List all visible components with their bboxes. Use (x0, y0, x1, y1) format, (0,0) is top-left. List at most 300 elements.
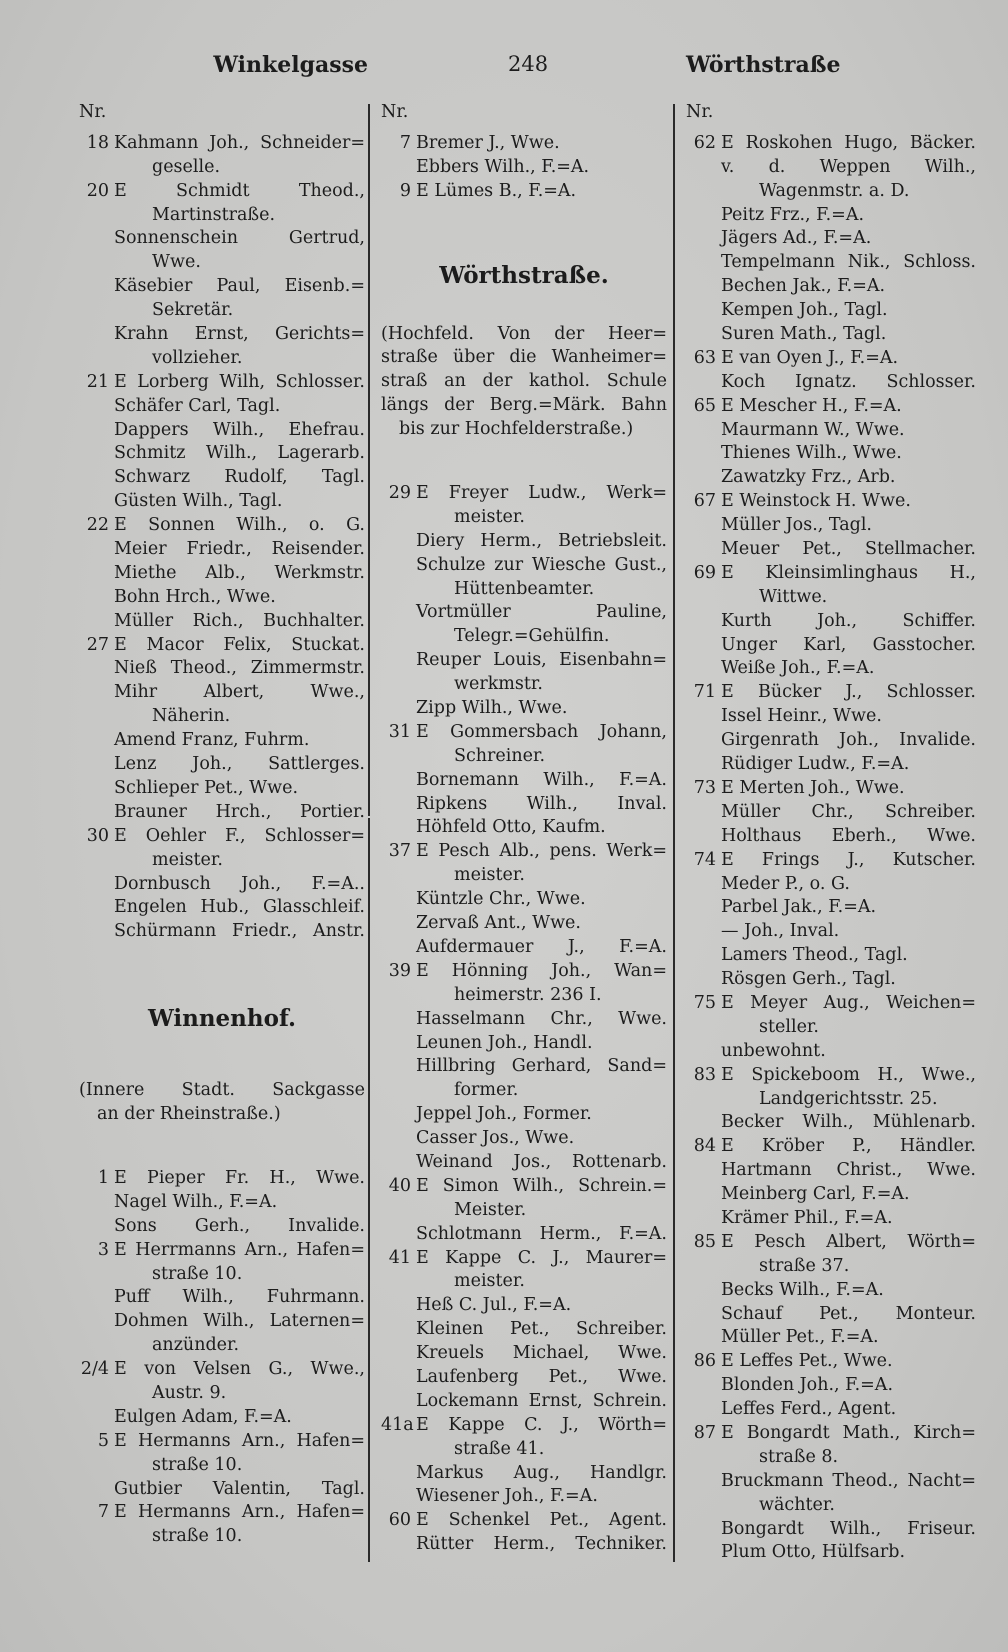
house-entry (381, 960, 667, 984)
resident-entry (381, 1533, 667, 1557)
house-number: 30 (86, 825, 109, 846)
entry-text: v. d. Weppen Wilh., (721, 156, 976, 177)
resident-entry (686, 729, 976, 753)
entry-text: E van Oyen J., F.=A. (721, 347, 899, 368)
address-entries (79, 1167, 365, 1549)
house-entry (381, 721, 667, 745)
entry-continuation (79, 156, 365, 180)
resident-entry (686, 227, 976, 251)
resident-entry (686, 538, 976, 562)
entry-text: Näherin. (152, 706, 231, 727)
resident-entry (381, 1127, 667, 1151)
entry-text: Meier Friedr., Reisender. (114, 539, 365, 560)
entry-text: Zawatzky Frz., Arb. (721, 467, 896, 488)
entry-text: Krämer Phil., F.=A. (721, 1207, 893, 1228)
resident-entry (381, 156, 667, 180)
entry-text: E Freyer Ludw., Werk= (416, 483, 667, 504)
entry-text: E Hermanns Arn., Hafen= (114, 1502, 365, 1523)
house-number: 37 (388, 841, 411, 862)
resident-entry (381, 1366, 667, 1390)
house-number: 65 (693, 395, 716, 416)
entry-continuation (381, 984, 667, 1008)
entry-text: E Pesch Albert, Wörth= (721, 1231, 976, 1252)
house-entry (79, 1239, 365, 1263)
resident-entry (686, 442, 976, 466)
resident-entry (381, 554, 667, 578)
house-number: 18 (86, 132, 109, 153)
resident-entry (381, 1008, 667, 1032)
entry-text: E Bongardt Math., Kirch= (721, 1422, 976, 1443)
entry-text: Becker Wilh., Mühlenarb. (721, 1112, 976, 1133)
entry-text: Heß C. Jul., F.=A. (416, 1295, 572, 1316)
entry-continuation (79, 705, 365, 729)
resident-entry (686, 1398, 976, 1422)
house-entry (686, 1064, 976, 1088)
entry-text: Zipp Wilh., Wwe. (416, 698, 568, 719)
house-entry (686, 1422, 976, 1446)
entry-text: heimerstr. 236 I. (454, 984, 602, 1005)
house-entry (381, 1414, 667, 1438)
entry-text: Jeppel Joh., Former. (416, 1104, 592, 1125)
entry-text: Dornbusch Joh., F.=A.. (114, 873, 365, 894)
entry-text: Lenz Joh., Sattlerges. (114, 754, 365, 775)
house-entry (686, 1350, 976, 1374)
house-number: 9 (399, 180, 411, 201)
entry-text: meister. (454, 1271, 525, 1292)
resident-entry (79, 873, 365, 897)
resident-entry (686, 514, 976, 538)
entry-text: Schwarz Rudolf, Tagl. (114, 467, 365, 488)
entry-text: Blonden Joh., F.=A. (721, 1375, 894, 1396)
house-entry (381, 1509, 667, 1533)
resident-entry (79, 275, 365, 299)
entry-text: Unger Karl, Gasstocher. (721, 634, 976, 655)
entry-text: Austr. 9. (152, 1382, 227, 1403)
resident-entry (686, 825, 976, 849)
resident-entry (686, 1183, 976, 1207)
entry-text: Kurth Joh., Schiffer. (721, 610, 976, 631)
entry-text: Schauf Pet., Monteur. (721, 1303, 976, 1324)
resident-entry (686, 371, 976, 395)
entry-text: E von Velsen G., Wwe., (114, 1359, 365, 1380)
description-line: längs der Berg.=Märk. Bahn (381, 395, 667, 416)
resident-entry (381, 1055, 667, 1079)
resident-entry (381, 1032, 667, 1056)
entry-continuation (381, 673, 667, 697)
description-line: (Hochfeld. Von der Heer= (381, 323, 667, 344)
resident-entry (381, 1342, 667, 1366)
entry-text: Plum Otto, Hülfsarb. (721, 1542, 906, 1563)
resident-entry (686, 1159, 976, 1183)
description-line: an der Rheinstraße.) (97, 1104, 281, 1125)
entry-continuation (79, 1263, 365, 1287)
resident-entry (79, 419, 365, 443)
entry-text: Müller Pet., F.=A. (721, 1327, 879, 1348)
resident-entry (686, 251, 976, 275)
resident-entry (79, 729, 365, 753)
house-number: 3 (97, 1239, 109, 1260)
resident-entry (686, 1374, 976, 1398)
resident-entry (381, 601, 667, 625)
entry-text: Dappers Wilh., Ehefrau. (114, 419, 365, 440)
address-entries (381, 482, 667, 1557)
house-entry (381, 482, 667, 506)
entry-text: Rösgen Gerh., Tagl. (721, 969, 896, 990)
resident-entry (79, 538, 365, 562)
entry-text: E Herrmanns Arn., Hafen= (114, 1239, 365, 1260)
house-entry (79, 514, 365, 538)
resident-entry (79, 466, 365, 490)
resident-entry (686, 1326, 976, 1350)
entry-text: Bechen Jak., F.=A. (721, 276, 886, 297)
resident-entry (686, 204, 976, 228)
description-line: straß an der kathol. Schule (381, 371, 667, 392)
house-entry (381, 840, 667, 864)
entry-text: Käsebier Paul, Eisenb.= (114, 276, 365, 297)
page-number: 248 (508, 52, 549, 76)
entry-text: Müller Chr., Schreiber. (721, 801, 976, 822)
street-description (381, 323, 667, 442)
resident-entry (381, 1103, 667, 1127)
entry-text: E Hermanns Arn., Hafen= (114, 1430, 365, 1451)
running-header-right: Wörthstraße (686, 52, 841, 78)
entry-text: E Sonnen Wilh., o. G. (114, 515, 365, 536)
entry-text: Ripkens Wilh., Inval. (416, 793, 667, 814)
house-entry (686, 1231, 976, 1255)
entry-continuation (686, 586, 976, 610)
column-divider (368, 104, 370, 816)
entry-text: Schürmann Friedr., Anstr. (114, 921, 365, 942)
house-entry (79, 371, 365, 395)
house-number: 87 (693, 1422, 716, 1443)
resident-entry (79, 323, 365, 347)
street-section (79, 999, 365, 1039)
house-number: 84 (693, 1136, 716, 1157)
resident-entry (686, 156, 976, 180)
entry-text: meister. (152, 849, 223, 870)
entry-text: Issel Heinr., Wwe. (721, 706, 882, 727)
resident-entry (686, 657, 976, 681)
resident-entry (79, 1478, 365, 1502)
resident-entry (79, 777, 365, 801)
entry-text: E Lorberg Wilh, Schlosser. (114, 371, 365, 392)
resident-entry (686, 873, 976, 897)
entry-text: Koch Ignatz. Schlosser. (721, 371, 976, 392)
entry-text: Schmitz Wilh., Lagerarb. (114, 443, 365, 464)
resident-entry (381, 1318, 667, 1342)
column-divider (673, 104, 675, 1562)
entry-text: Sekretär. (152, 300, 234, 321)
resident-entry (686, 1303, 976, 1327)
house-entry (686, 395, 976, 419)
house-number: 1 (97, 1167, 109, 1188)
entry-text: Landgerichtsstr. 25. (759, 1088, 938, 1109)
entry-text: former. (454, 1080, 519, 1101)
entry-text: Brauner Hrch., Portier. (114, 801, 365, 822)
house-entry (686, 132, 976, 156)
number-column-label: Nr. (686, 102, 714, 122)
entry-text: Laufenberg Pet., Wwe. (416, 1366, 667, 1387)
entry-text: Girgenrath Joh., Invalide. (721, 730, 976, 751)
entry-continuation (79, 1454, 365, 1478)
entry-text: Bohn Hrch., Wwe. (114, 586, 276, 607)
entry-text: E Merten Joh., Wwe. (721, 777, 905, 798)
house-entry (686, 777, 976, 801)
entry-text: Bremer J., Wwe. (416, 132, 560, 153)
house-number: 7 (399, 132, 411, 153)
entry-continuation (381, 1270, 667, 1294)
entry-text: Martinstraße. (152, 204, 276, 225)
house-number: 71 (693, 682, 716, 703)
description-line: bis zur Hochfelderstraße.) (399, 419, 634, 440)
resident-entry (686, 1279, 976, 1303)
entry-text: E Pieper Fr. H., Wwe. (114, 1167, 365, 1188)
resident-entry (79, 610, 365, 634)
entry-continuation (381, 1438, 667, 1462)
entry-continuation (381, 864, 667, 888)
description-line: straße über die Wanheimer= (381, 347, 667, 368)
entry-continuation (686, 1016, 976, 1040)
entry-continuation (79, 1525, 365, 1549)
entry-text: Engelen Hub., Glasschleif. (114, 897, 365, 918)
resident-entry (381, 816, 667, 840)
entry-text: Hartmann Christ., Wwe. (721, 1160, 976, 1181)
entry-text: Meuer Pet., Stellmacher. (721, 539, 976, 560)
resident-entry (381, 888, 667, 912)
resident-entry (686, 944, 976, 968)
resident-entry (79, 681, 365, 705)
house-entry (79, 1358, 365, 1382)
entry-text: Bruckmann Theod., Nacht= (721, 1470, 976, 1491)
entry-text: anzünder. (152, 1335, 240, 1356)
resident-entry (686, 299, 976, 323)
entry-text: unbewohnt. (721, 1040, 826, 1061)
resident-entry (686, 610, 976, 634)
entry-text: Casser Jos., Wwe. (416, 1128, 575, 1149)
resident-entry (79, 1191, 365, 1215)
entry-text: Zervaß Ant., Wwe. (416, 913, 581, 934)
entry-text: Markus Aug., Handlgr. (416, 1462, 667, 1483)
entry-text: Mihr Albert, Wwe., (114, 682, 365, 703)
street-section (381, 256, 667, 296)
entry-text: Leffes Ferd., Agent. (721, 1399, 897, 1420)
resident-entry (686, 896, 976, 920)
resident-entry (79, 657, 365, 681)
resident-entry (686, 1470, 976, 1494)
entry-text: Meister. (454, 1199, 527, 1220)
entry-text: Schlieper Pet., Wwe. (114, 777, 299, 798)
entry-text: E Gommersbach Johann, (416, 721, 667, 742)
entry-text: Rütter Herm., Techniker. (416, 1534, 667, 1555)
entry-text: Rüdiger Ludw., F.=A. (721, 754, 910, 775)
house-entry (686, 992, 976, 1016)
column-divider (368, 818, 370, 1562)
entry-continuation (79, 1382, 365, 1406)
resident-entry (381, 1462, 667, 1486)
entry-text: Lockemann Ernst, Schrein. (416, 1390, 667, 1411)
resident-entry (686, 968, 976, 992)
entry-text: Küntzle Chr., Wwe. (416, 889, 586, 910)
house-entry (79, 132, 365, 156)
number-column-label: Nr. (79, 102, 107, 122)
entry-text: Reuper Louis, Eisenbahn= (416, 650, 667, 671)
entry-text: Müller Rich., Buchhalter. (114, 610, 365, 631)
resident-entry (686, 1111, 976, 1135)
entry-text: E Spickeboom H., Wwe., (721, 1064, 976, 1085)
house-number: 2/4 (80, 1359, 109, 1380)
entry-text: Hillbring Gerhard, Sand= (416, 1056, 667, 1077)
house-number: 85 (693, 1231, 716, 1252)
entry-text: E Weinstock H. Wwe. (721, 491, 911, 512)
resident-entry (686, 323, 976, 347)
column-left (79, 101, 365, 1549)
entry-text: Meder P., o. G. (721, 873, 850, 894)
entry-continuation (381, 1079, 667, 1103)
resident-entry (686, 705, 976, 729)
entry-text: E Schmidt Theod., (114, 180, 365, 201)
house-entry (79, 1167, 365, 1191)
resident-entry (686, 920, 976, 944)
entry-text: Schlotmann Herm., F.=A. (416, 1223, 667, 1244)
entry-continuation (381, 625, 667, 649)
running-header-left: Winkelgasse (213, 52, 368, 78)
entry-text: straße 10. (152, 1263, 243, 1284)
entry-text: Krahn Ernst, Gerichts= (114, 324, 365, 345)
house-entry (686, 562, 976, 586)
entry-text: E Kleinsimlinghaus H., (721, 562, 976, 583)
entry-text: geselle. (152, 156, 221, 177)
entry-text: straße 8. (759, 1446, 839, 1467)
house-entry (686, 490, 976, 514)
resident-entry (381, 1151, 667, 1175)
entry-text: Meinberg Carl, F.=A. (721, 1184, 910, 1205)
resident-entry (79, 753, 365, 777)
resident-entry (79, 1406, 365, 1430)
entry-text: Maurmann W., Wwe. (721, 419, 905, 440)
entry-text: Bornemann Wilh., F.=A. (416, 769, 667, 790)
house-number: 20 (86, 180, 109, 201)
resident-entry (79, 1215, 365, 1239)
entry-text: Becks Wilh., F.=A. (721, 1279, 884, 1300)
entry-text: Wwe. (152, 252, 201, 273)
house-number: 31 (388, 721, 411, 742)
house-number: 67 (693, 491, 716, 512)
entry-text: Schulze zur Wiesche Gust., (416, 554, 667, 575)
entry-text: Weiße Joh., F.=A. (721, 658, 875, 679)
entry-text: Ebbers Wilh., F.=A. (416, 156, 590, 177)
entry-text: Schreiner. (454, 745, 546, 766)
address-entries (79, 132, 365, 944)
house-number: 40 (388, 1175, 411, 1196)
column-right (686, 101, 976, 1565)
entry-text: wächter. (759, 1494, 835, 1515)
street-heading: Wörthstraße. (439, 261, 609, 289)
house-entry (79, 634, 365, 658)
resident-entry (79, 562, 365, 586)
entry-text: E Bücker J., Schlosser. (721, 682, 976, 703)
entry-continuation (381, 578, 667, 602)
house-number: 74 (693, 849, 716, 870)
entry-text: Eulgen Adam, F.=A. (114, 1406, 292, 1427)
entry-text: — Joh., Inval. (721, 921, 840, 942)
entry-text: Weinand Jos., Rottenarb. (416, 1151, 667, 1172)
resident-entry (79, 896, 365, 920)
entry-text: E Macor Felix, Stuckat. (114, 634, 365, 655)
entry-text: Wagenmstr. a. D. (759, 180, 910, 201)
resident-entry (79, 586, 365, 610)
entry-text: E Kappe C. J., Maurer= (416, 1247, 667, 1268)
entry-text: Jägers Ad., F.=A. (721, 228, 872, 249)
entry-text: werkmstr. (454, 674, 543, 695)
resident-entry (381, 769, 667, 793)
resident-entry (79, 1310, 365, 1334)
entry-text: Lamers Theod., Tagl. (721, 945, 908, 966)
entry-continuation (381, 506, 667, 530)
house-number: 69 (693, 562, 716, 583)
entry-continuation (79, 204, 365, 228)
entry-text: straße 41. (454, 1438, 545, 1459)
entry-text: Kahmann Joh., Schneider= (114, 132, 365, 153)
entry-continuation (686, 1446, 976, 1470)
house-number: 22 (86, 515, 109, 536)
house-entry (686, 1135, 976, 1159)
house-number: 86 (693, 1351, 716, 1372)
address-entries (686, 132, 976, 1565)
resident-entry (686, 1541, 976, 1565)
resident-entry (686, 1040, 976, 1064)
house-number: 21 (86, 371, 109, 392)
entry-text: Güsten Wilh., Tagl. (114, 491, 283, 512)
house-entry (686, 681, 976, 705)
resident-entry (381, 697, 667, 721)
entry-text: E Schenkel Pet., Agent. (416, 1510, 667, 1531)
entry-text: Telegr.=Gehülfin. (454, 626, 610, 647)
resident-entry (381, 1485, 667, 1509)
entry-text: E Pesch Alb., pens. Werk= (416, 841, 667, 862)
entry-text: Gutbier Valentin, Tagl. (114, 1478, 365, 1499)
entry-text: Holthaus Eberh., Wwe. (721, 825, 976, 846)
street-description (79, 1079, 365, 1127)
entry-text: Vortmüller Pauline, (416, 602, 667, 623)
entry-text: Wittwe. (759, 586, 828, 607)
entry-text: Bongardt Wilh., Friseur. (721, 1518, 976, 1539)
entry-text: Amend Franz, Fuhrm. (114, 730, 310, 751)
resident-entry (79, 395, 365, 419)
house-number: 75 (693, 992, 716, 1013)
entry-text: E Hönning Joh., Wan= (416, 960, 667, 981)
resident-entry (686, 753, 976, 777)
house-entry (79, 825, 365, 849)
entry-text: Sons Gerh., Invalide. (114, 1215, 365, 1236)
house-number: 5 (97, 1430, 109, 1451)
entry-text: Thienes Wilh., Wwe. (721, 443, 902, 464)
entry-text: Nieß Theod., Zimmermstr. (114, 658, 365, 679)
entry-text: Leunen Joh., Handl. (416, 1032, 593, 1053)
resident-entry (381, 912, 667, 936)
entry-text: straße 37. (759, 1255, 850, 1276)
house-number: 39 (388, 960, 411, 981)
entry-text: E Kröber P., Händler. (721, 1136, 976, 1157)
house-entry (686, 347, 976, 371)
house-entry (79, 1501, 365, 1525)
entry-text: Wiesener Joh., F.=A. (416, 1486, 598, 1507)
entry-text: vollzieher. (152, 347, 243, 368)
house-entry (381, 180, 667, 204)
house-number: 83 (693, 1064, 716, 1085)
entry-text: Dohmen Wilh., Laternen= (114, 1311, 365, 1332)
entry-continuation (79, 1334, 365, 1358)
resident-entry (686, 275, 976, 299)
